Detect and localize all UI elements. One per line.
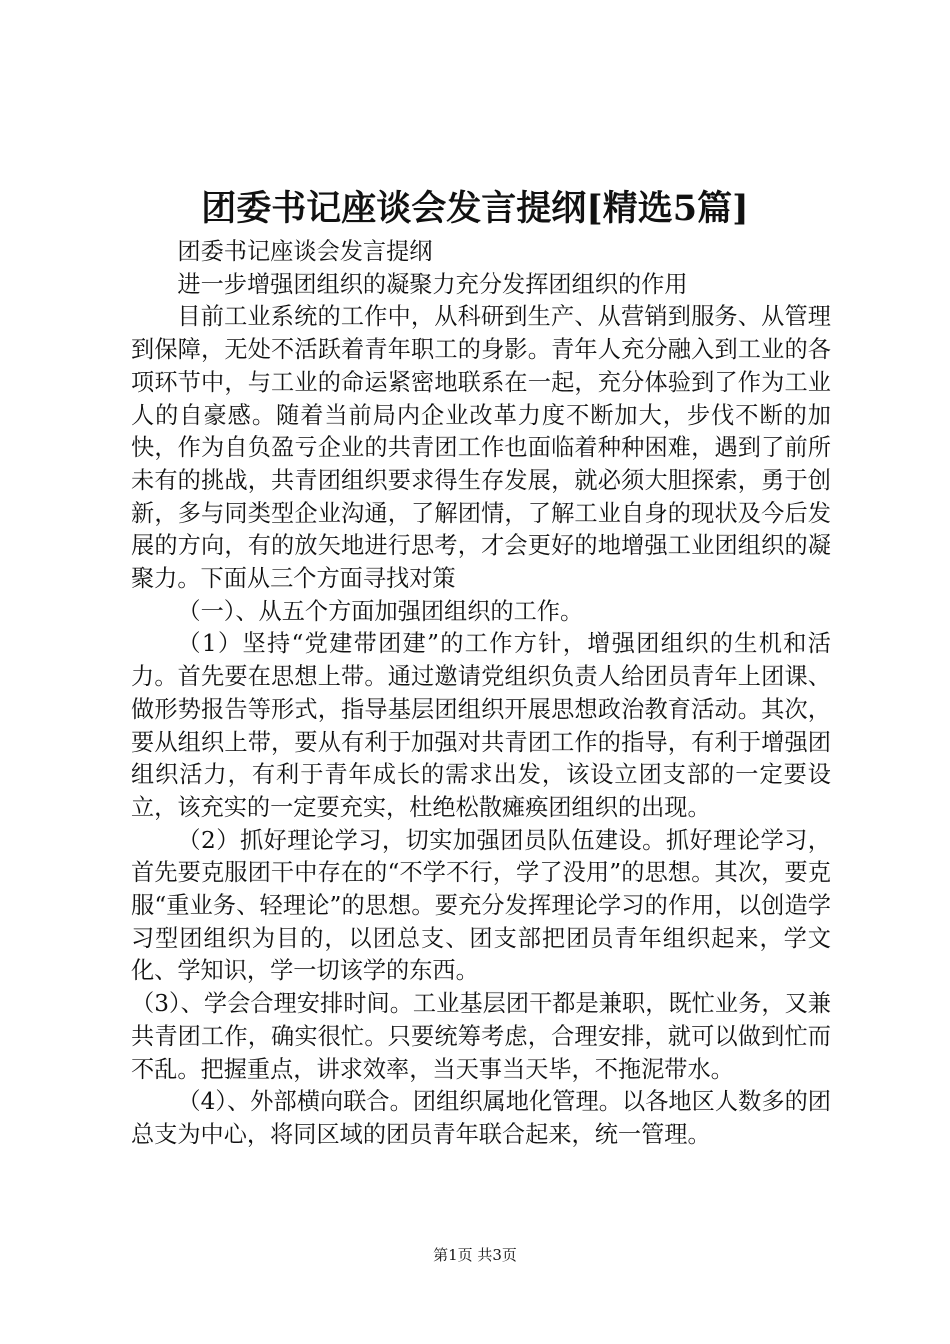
page-footer: 第1页 共3页 <box>433 1246 517 1264</box>
document-body <box>131 236 831 1152</box>
paragraph-heading: 进一步增强团组织的凝聚力充分发挥团组织的作用 <box>177 270 688 298</box>
paragraph-intro: 目前工业系统的工作中，从科研到生产、从营销到服务、从管理到保障，无处不活跃着青年职工的身影。青年人充分融入到工业的各项环节中，与工业的命运紧密地联系在一起，充分体验到了作为工业人的自豪感。随着当前局内企业改革力度不断加大，步伐不断的加快，作为自负盈亏企业的共青团工作也面临着种种困难，遇到了前所未有的挑战，共青团组织要求得生存发展，就必须大胆探索，勇于创新，多与同类型企业沟通，了解团情，了解工业自身的现状及今后发展的方向，有的放矢地进行思考，才会更好的地增强工业团组织的凝聚力。下面从三个方面寻找对策 <box>131 303 831 593</box>
paragraph-section-one: （一）、从五个方面加强团组织的工作。 <box>177 597 584 625</box>
paragraph-point-2: （2）抓好理论学习，切实加强团员队伍建设。抓好理论学习，首先要克服团干中存在的“不学不行，学了没用”的思想。其次，要克服“重业务、轻理论”的思想。要充分发挥理论学习的作用，以创造学习型团组织为目的，以团总支、团支部把团员青年组织起来，学文化、学知识，学一切该学的东西。 <box>131 826 831 985</box>
paragraph-point-3: （3）、学会合理安排时间。工业基层团干都是兼职，既忙业务，又兼共青团工作，确实很忙。只要统筹考虑，合理安排，就可以做到忙而不乱。把握重点，讲求效率，当天事当天毕，不拖泥带水。 <box>131 990 831 1083</box>
paragraph-point-1: （1）坚持“党建带团建”的工作方针，增强团组织的生机和活力。首先要在思想上带。通过邀请党组织负责人给团员青年上团课、做形势报告等形式，指导基层团组织开展思想政治教育活动。其次，要从组织上带，要从有利于加强对共青团工作的指导，有利于增强团组织活力，有利于青年成长的需求出发，该设立团支部的一定要设立，该充实的一定要充实，杜绝松散瘫痪团组织的出现。 <box>131 630 831 821</box>
paragraph-point-4: （4）、外部横向联合。团组织属地化管理。以各地区人数多的团总支为中心，将同区域的团员青年联合起来，统一管理。 <box>131 1088 831 1148</box>
document-title: 团委书记座谈会发言提纲[精选5篇] <box>201 188 749 229</box>
paragraph-subtitle: 团委书记座谈会发言提纲 <box>177 238 433 265</box>
